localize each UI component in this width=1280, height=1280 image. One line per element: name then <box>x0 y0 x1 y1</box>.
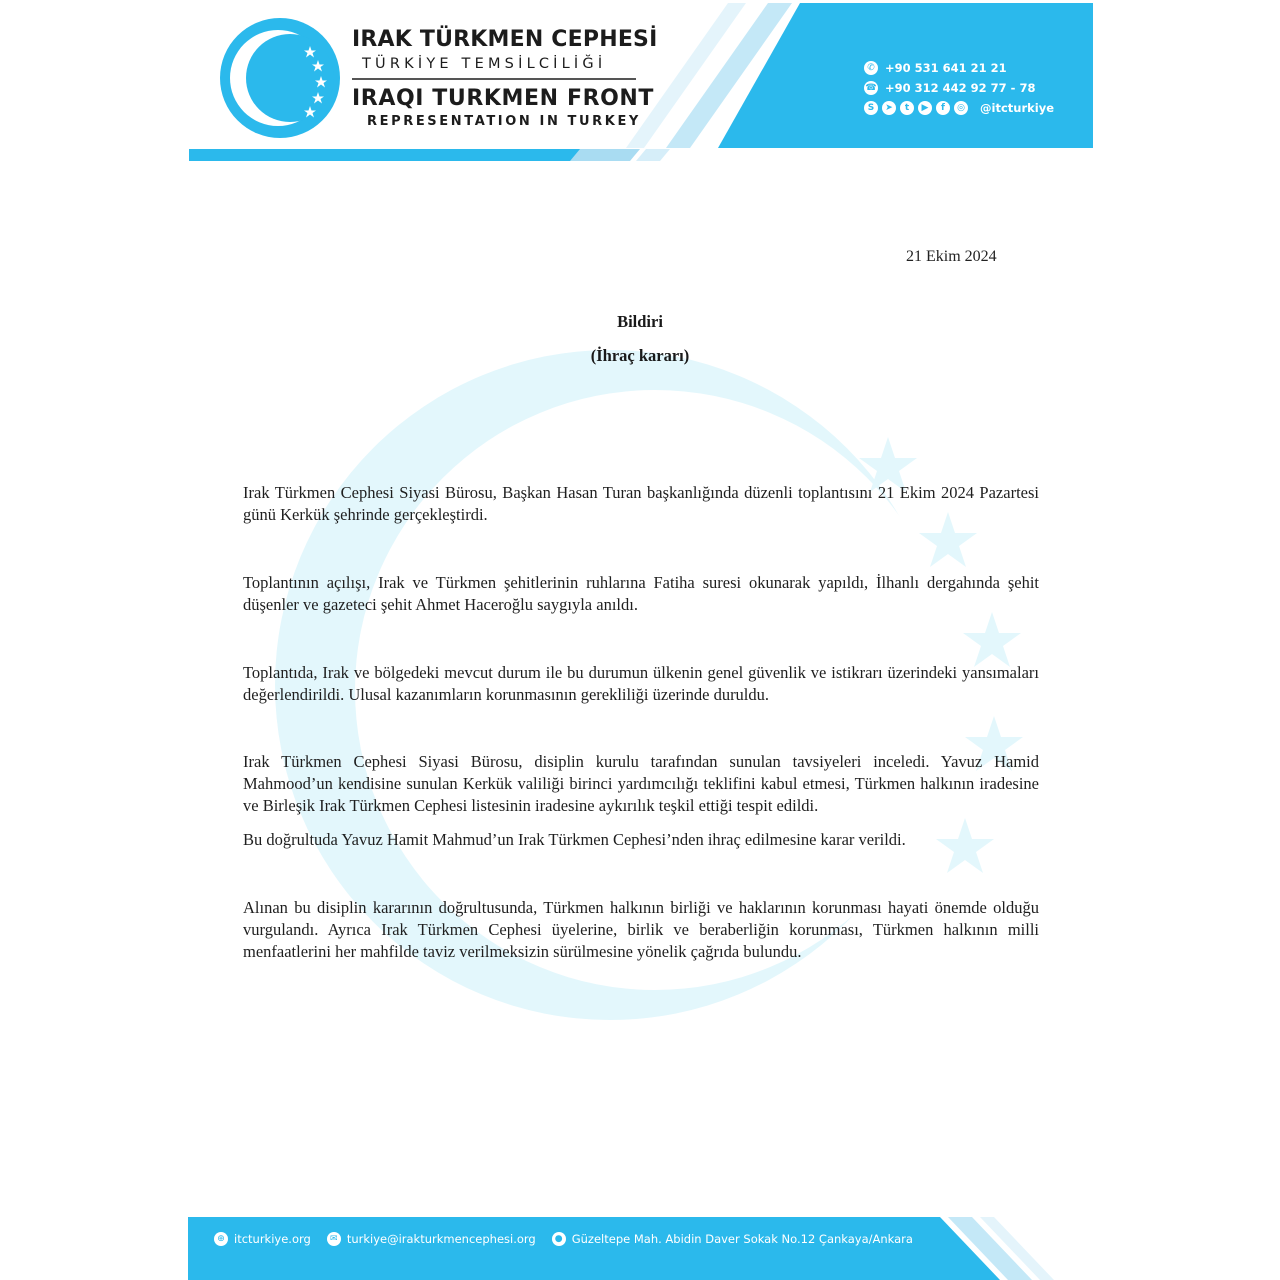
footer-address <box>552 1232 913 1246</box>
globe-icon: ⊕ <box>214 1232 228 1246</box>
youtube-icon[interactable]: ▶ <box>918 101 932 115</box>
phone-icon: ☎ <box>865 83 877 93</box>
telegram-icon[interactable]: ➤ <box>882 101 896 115</box>
facebook-icon[interactable]: f <box>936 101 950 115</box>
paragraph-4: Irak Türkmen Cephesi Siyasi Bürosu, disiplin kurulu tarafından sunulan tavsiyeleri inceledi. Yavuz Hamid Mahmood’un kendisine sunulan Kerkük valiliği birinci yardımcılığı teklifini kabul etmesi, Türkmen halkının iradesine ve Birleşik Irak Türkmen Cephesi listesinin iradesine aykırılık teşkil ettiği tespit edildi. <box>243 752 1039 815</box>
contact-office <box>864 78 1054 98</box>
organization-name <box>352 26 658 132</box>
mail-icon: ✉ <box>327 1232 341 1246</box>
org-sub-en: REPRESENTATION IN TURKEY <box>367 114 641 129</box>
paragraph-3: Toplantıda, Irak ve bölgedeki mevcut durum ile bu durumun ülkenin genel güvenlik ve istikrarı üzerindeki yansımaları değerlendirildi. Ulusal kazanımların korunmasının gerekliliği üzerinde duruldu. <box>243 663 1039 704</box>
whatsapp-icon: ✆ <box>864 61 878 75</box>
phone-office: +90 312 442 92 77 - 78 <box>885 81 1036 95</box>
skype-icon[interactable]: S <box>864 101 878 115</box>
location-pin-icon: ● <box>552 1232 566 1246</box>
phone-mobile: +90 531 641 21 21 <box>885 61 1007 75</box>
document-title: Bildiri <box>617 312 663 331</box>
footer-website[interactable] <box>214 1232 311 1246</box>
email-link[interactable]: turkiye@irakturkmencephesi.org <box>346 1232 536 1246</box>
org-sub-tr: TÜRKİYE TEMSİLCİLİĞİ <box>362 56 607 72</box>
itc-logo <box>218 16 342 140</box>
document-date: 21 Ekim 2024 <box>906 248 997 265</box>
twitter-icon[interactable]: t <box>900 101 914 115</box>
footer-contacts <box>214 1232 929 1246</box>
paragraph-2: Toplantının açılışı, Irak ve Türkmen şehitlerinin ruhlarına Fatiha suresi okunarak yapıldı, İlhanlı dergahında şehit düşenler ve gazeteci şehit Ahmet Haceroğlu saygıyla anıldı. <box>243 573 1039 614</box>
divider <box>352 78 636 80</box>
footer-email[interactable] <box>327 1232 536 1246</box>
paragraph-1: Irak Türkmen Cephesi Siyasi Bürosu, Başkan Hasan Turan başkanlığında düzenli toplantısını 21 Ekim 2024 Pazartesi günü Kerkük şehrinde gerçekleştirdi. <box>243 483 1039 524</box>
contact-social <box>864 98 1054 118</box>
letterhead-footer <box>0 1210 1280 1280</box>
website-link[interactable]: itcturkiye.org <box>234 1232 311 1246</box>
social-icons <box>864 101 972 115</box>
instagram-icon[interactable]: ◎ <box>954 101 968 115</box>
contact-info <box>864 58 1054 118</box>
address-text: Güzeltepe Mah. Abidin Daver Sokak No.12 Çankaya/Ankara <box>571 1232 913 1246</box>
org-name-en: IRAQI TURKMEN FRONT <box>352 86 655 111</box>
social-handle[interactable]: @itcturkiye <box>980 101 1054 115</box>
paragraph-5: Bu doğrultuda Yavuz Hamit Mahmud’un Irak Türkmen Cephesi’nden ihraç edilmesine karar verildi. <box>243 830 906 849</box>
contact-mobile <box>864 58 1054 78</box>
org-name-tr: IRAK TÜRKMEN CEPHESİ <box>352 27 658 52</box>
star-icon <box>963 612 1021 667</box>
document-subtitle: (İhraç kararı) <box>590 346 690 365</box>
letterhead <box>0 0 1280 170</box>
paragraph-6: Alınan bu disiplin kararının doğrultusunda, Türkmen halkının birliği ve haklarının korunması hayati önemde olduğu vurgulandı. Ayrıca Irak Türkmen Cephesi üyelerine, birlik ve beraberliğin korunması, Türkmen halkının milli menfaatlerini her mahfilde taviz verilmeksizin sürülmesine yönelik çağrıda bulundu. <box>243 898 1039 961</box>
